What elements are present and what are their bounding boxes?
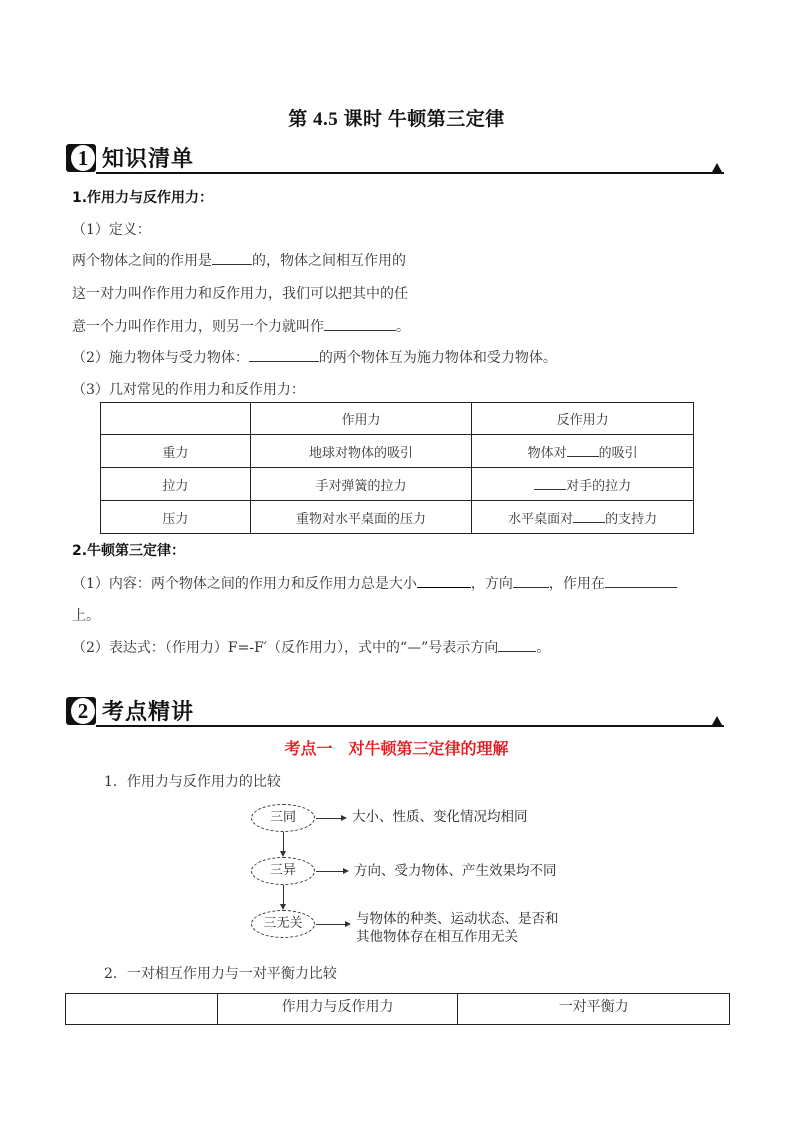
diagram-node: 三无关 <box>251 910 315 938</box>
topic-title: 考点一 对牛顿第三定律的理解 <box>284 739 509 758</box>
subheading-comparison: 1．作用力与反作用力的比较 <box>104 774 281 790</box>
fill-blank[interactable] <box>212 250 252 265</box>
table-header-cell: 作用力 <box>250 403 472 435</box>
section-number: 1 <box>71 145 95 171</box>
table-header-cell: 反作用力 <box>472 403 694 435</box>
connector-line <box>283 885 284 905</box>
fill-blank[interactable] <box>249 347 319 362</box>
fill-blank[interactable] <box>573 508 605 523</box>
table-header-cell <box>66 994 218 1025</box>
definition-line-3: 意一个力叫作作用力，则另一个力就叫作 。 <box>72 316 410 336</box>
arrow-right-icon <box>341 815 347 821</box>
connector-line <box>283 832 284 852</box>
law-expression-line: （2）表达式：（作用力）F=-F′（反作用力），式中的“—”号表示方向 。 <box>72 637 550 657</box>
force-pairs-table <box>100 402 694 534</box>
fill-blank[interactable] <box>324 316 396 331</box>
arrow-right-icon <box>343 868 349 874</box>
connector-line <box>316 924 346 925</box>
heading-third-law: 2.牛顿第三定律： <box>72 543 186 559</box>
definition-line-1: 两个物体之间的作用是 的，物体之间相互作用的 <box>72 250 406 270</box>
table-header-cell <box>101 403 251 435</box>
connector-line <box>316 818 342 819</box>
section-number-badge <box>66 697 96 725</box>
section-title: 知识清单 <box>102 147 195 172</box>
fill-blank[interactable] <box>513 573 549 588</box>
section-number-badge <box>66 144 96 172</box>
table-header-cell: 一对平衡力 <box>458 994 730 1025</box>
fill-blank[interactable] <box>498 637 536 652</box>
table-row <box>101 501 694 534</box>
diagram-text: 与物体的种类、运动状态、是否和 <box>356 911 559 927</box>
diagram-text: 方向、受力物体、产生效果均不同 <box>354 863 557 879</box>
section-rule <box>96 725 724 727</box>
table-header-row <box>66 994 730 1025</box>
fill-blank[interactable] <box>605 573 677 588</box>
definition-label: （1）定义： <box>72 222 151 238</box>
table-header-cell: 作用力与反作用力 <box>217 994 458 1025</box>
arrow-down-icon <box>280 851 286 857</box>
fill-blank[interactable] <box>534 475 566 490</box>
balance-comparison-table <box>65 993 730 1025</box>
paragraph-common-pairs: （3）几对常见的作用力和反作用力： <box>72 382 305 398</box>
heading-action-reaction: 1.作用力与反作用力： <box>72 190 214 206</box>
diagram-node: 三异 <box>251 857 315 885</box>
section-number: 2 <box>71 698 95 724</box>
arrow-down-icon <box>280 904 286 910</box>
table-cell: 压力 <box>101 501 251 534</box>
table-cell: 重力 <box>101 435 251 468</box>
fill-blank[interactable] <box>417 573 471 588</box>
diagram-text: 其他物体存在相互作用无关 <box>356 929 518 945</box>
diagram-node: 三同 <box>251 804 315 832</box>
paragraph-agent-receiver: （2）施力物体与受力物体： 的两个物体互为施力物体和受力物体。 <box>72 347 557 367</box>
table-cell: 地球对物体的吸引 <box>250 435 472 468</box>
definition-line-2: 这一对力叫作作用力和反作用力，我们可以把其中的任 <box>72 286 408 302</box>
table-row <box>101 435 694 468</box>
connector-line <box>316 871 344 872</box>
fill-blank[interactable] <box>567 442 599 457</box>
table-cell: 重物对水平桌面的压力 <box>250 501 472 534</box>
section-title: 考点精讲 <box>102 700 195 725</box>
table-row <box>101 468 694 501</box>
triangle-marker-icon <box>712 163 722 172</box>
table-cell: 手对弹簧的拉力 <box>250 468 472 501</box>
table-cell: 对手的拉力 <box>472 468 694 501</box>
table-cell: 物体对 的吸引 <box>472 435 694 468</box>
table-cell: 水平桌面对 的支持力 <box>472 501 694 534</box>
arrow-right-icon <box>345 921 351 927</box>
law-content-line: （1）内容：两个物体之间的作用力和反作用力总是大小 ，方向 ，作用在 <box>72 573 677 593</box>
section-header-knowledge <box>66 140 724 174</box>
triangle-marker-icon <box>712 716 722 725</box>
law-content-end: 上。 <box>72 608 100 624</box>
page-title: 第 4.5 课时 牛顿第三定律 <box>288 109 505 130</box>
table-header-row <box>101 403 694 435</box>
section-rule <box>96 172 724 174</box>
diagram-text: 大小、性质、变化情况均相同 <box>352 809 528 825</box>
table-cell: 拉力 <box>101 468 251 501</box>
section-header-key-points <box>66 693 724 727</box>
subheading-balance-comparison: 2．一对相互作用力与一对平衡力比较 <box>104 966 337 982</box>
